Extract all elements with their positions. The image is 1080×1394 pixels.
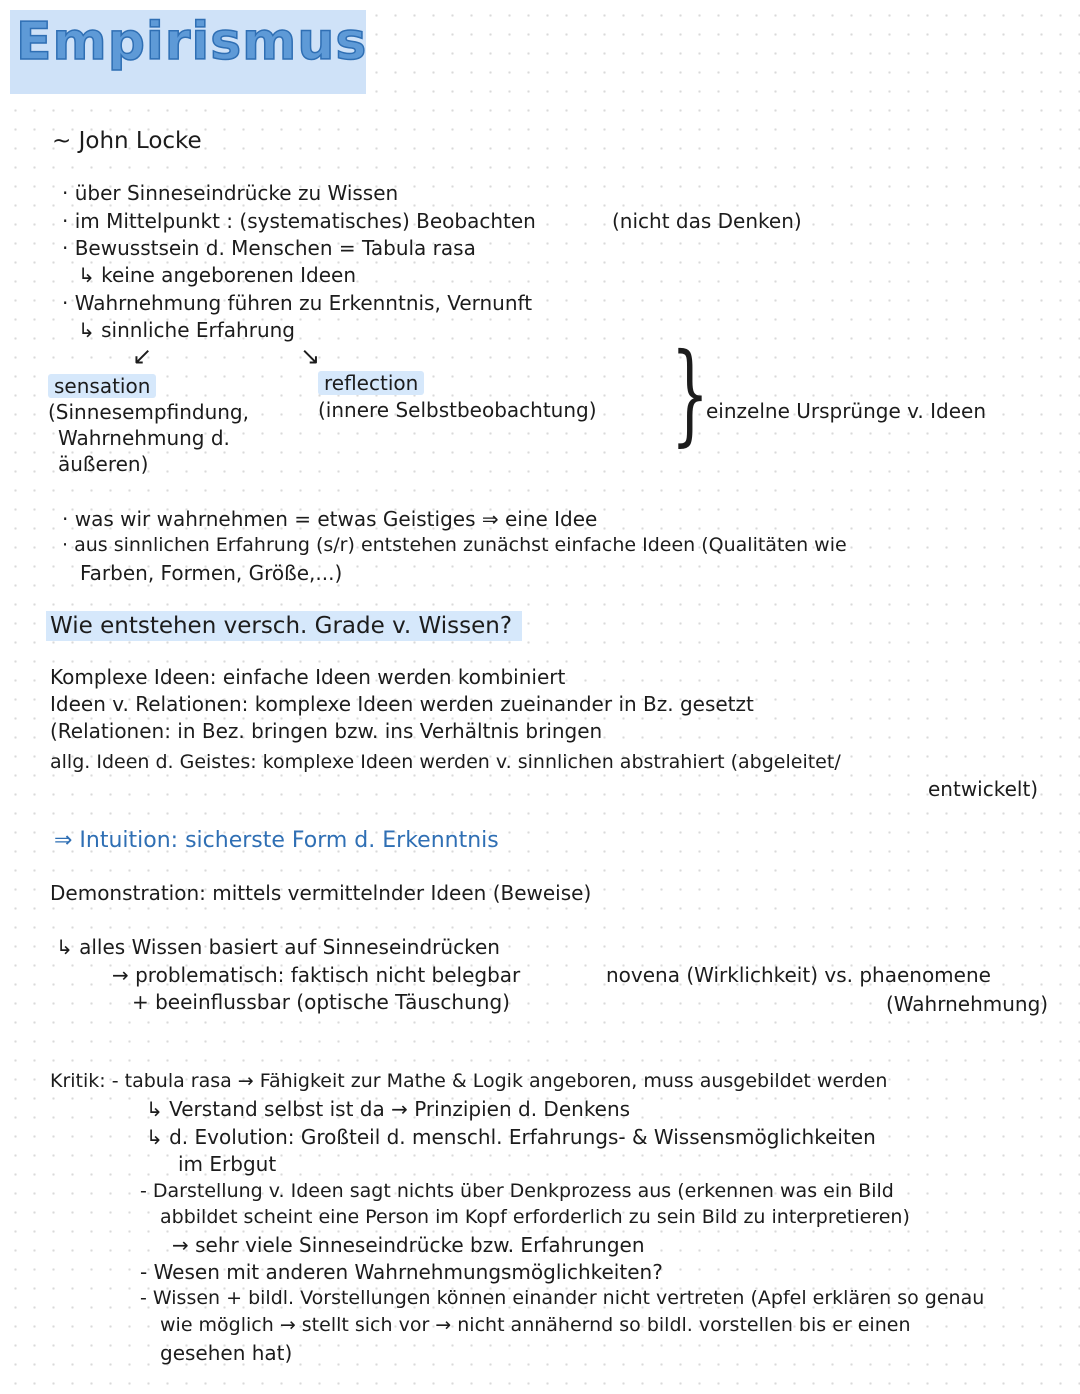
sensation-desc-3: äußeren): [58, 452, 149, 476]
ideas-allgemein: allg. Ideen d. Geistes: komplexe Ideen werden v. sinnlichen abstrahiert (abgeleitet/: [50, 751, 841, 773]
arrow-down-right-icon: ↘: [300, 342, 321, 370]
reflection-desc: (innere Selbstbeobachtung): [318, 398, 597, 422]
ideas-allgemein-cont: entwickelt): [928, 777, 1039, 801]
bullet-einfache-ideen: · aus sinnlichen Erfahrung (s/r) entstehen zunächst einfache Ideen (Qualitäten wie: [62, 534, 847, 556]
kritik-line-7: → sehr viele Sinneseindrücke bzw. Erfahrungen: [172, 1233, 645, 1257]
kritik-line-10: wie möglich → stellt sich vor → nicht annähernd so bildl. vorstellen bis er einen: [160, 1314, 911, 1336]
basis-line-2-right: novena (Wirklichkeit) vs. phaenomene: [606, 963, 991, 987]
sensation-label: sensation: [48, 375, 156, 398]
kritik-line-8: - Wesen mit anderen Wahrnehmungsmöglichkeiten?: [140, 1260, 663, 1284]
brace-icon: }: [670, 329, 710, 457]
kritik-line-3: ↳ d. Evolution: Großteil d. menschl. Erfahrungs- & Wissensmöglichkeiten: [146, 1125, 876, 1149]
arrow-down-left-icon: ↙: [132, 342, 153, 370]
kritik-line-9: - Wissen + bildl. Vorstellungen können einander nicht vertreten (Apfel erklären so genau: [140, 1287, 985, 1309]
sensation-desc-1: (Sinnesempfindung,: [48, 400, 249, 424]
bullet-einfache-ideen-cont: Farben, Formen, Größe,...): [80, 561, 343, 585]
kritik-line-1: Kritik: - tabula rasa → Fähigkeit zur Mathe & Logik angeboren, muss ausgebildet werden: [50, 1070, 888, 1092]
bullet-tabula-rasa: · Bewusstsein d. Menschen = Tabula rasa: [62, 236, 476, 260]
bullet-sinneseindruecke: · über Sinneseindrücke zu Wissen: [62, 181, 399, 205]
ideas-komplexe: Komplexe Ideen: einfache Ideen werden kombiniert: [50, 665, 566, 689]
origins-note: einzelne Ursprünge v. Ideen: [706, 399, 987, 423]
basis-line-3: + beeinflussbar (optische Täuschung): [132, 990, 510, 1014]
reflection-label: reflection: [318, 372, 424, 395]
kritik-line-2: ↳ Verstand selbst ist da → Prinzipien d. Denkens: [146, 1097, 631, 1121]
question-heading: Wie entstehen versch. Grade v. Wissen?: [46, 613, 522, 639]
basis-line-2: → problematisch: faktisch nicht belegbar: [112, 963, 521, 987]
ideas-relationen-note: (Relationen: in Bez. bringen bzw. ins Verhältnis bringen: [50, 719, 603, 743]
basis-line-1: ↳ alles Wissen basiert auf Sinneseindrücken: [56, 935, 500, 959]
kritik-line-5: - Darstellung v. Ideen sagt nichts über Denkprozess aus (erkennen was ein Bild: [140, 1180, 894, 1202]
bullet-mittelpunkt-note: (nicht das Denken): [612, 209, 802, 233]
kritik-line-11: gesehen hat): [160, 1341, 293, 1365]
bullet-idee: · was wir wahrnehmen = etwas Geistiges ⇒ eine Idee: [62, 507, 598, 531]
bullet-tabula-rasa-sub: ↳ keine angeborenen Ideen: [78, 263, 357, 287]
kritik-line-6: abbildet scheint eine Person im Kopf erforderlich zu sein Bild zu interpretieren): [160, 1206, 910, 1228]
bullet-mittelpunkt: · im Mittelpunkt : (systematisches) Beobachten: [62, 209, 536, 233]
basis-line-3-right: (Wahrnehmung): [886, 992, 1049, 1016]
kritik-line-4: im Erbgut: [178, 1152, 277, 1176]
bullet-wahrnehmung: · Wahrnehmung führen zu Erkenntnis, Vernunft: [62, 291, 533, 315]
page-title: Empirismus: [16, 12, 368, 72]
sensation-desc-2: Wahrnehmung d.: [58, 426, 230, 450]
bullet-wahrnehmung-sub: ↳ sinnliche Erfahrung: [78, 318, 295, 342]
intuition-line: ⇒ Intuition: sicherste Form d. Erkenntnis: [54, 828, 499, 853]
author-line: ~ John Locke: [52, 128, 202, 154]
ideas-relationen: Ideen v. Relationen: komplexe Ideen werden zueinander in Bz. gesetzt: [50, 692, 754, 716]
demonstration-line: Demonstration: mittels vermittelnder Ideen (Beweise): [50, 881, 592, 905]
